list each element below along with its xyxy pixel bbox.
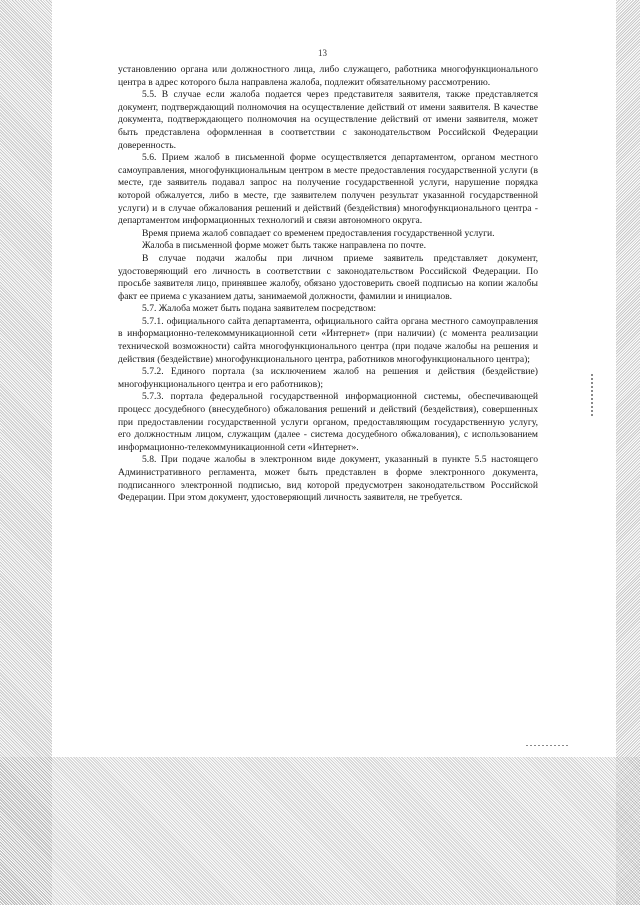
signature-line — [526, 745, 570, 746]
scan-border-bottom — [0, 757, 640, 905]
paragraph: 5.7.2. Единого портала (за исключением жалоб на решения и действия (бездействие) многофункционального центра и его работников); — [118, 366, 538, 390]
paragraph: 5.8. При подаче жалобы в электронном виде документ, указанный в пункте 5.5 настоящего Административного регламента, может быть представлен в форме электронного документа, подписанного электронной подписью, вид которой предусмотрен законодательством Российской Федерации. При этом документ, удостоверяющий личность заявителя, не требуется. — [118, 454, 538, 504]
paragraph: 5.7.1. официального сайта департамента, официального сайта органа местного самоуправления в информационно-телекоммуникационной сети «Интернет» (при наличии) (с момента реализации технической возможности) сайта многофункционального центра (при подаче жалобы на решения и действия (бездействие) многофункционального центра, работников многофункционального центра); — [118, 315, 538, 365]
paragraph: 5.7. Жалоба может быть подана заявителем посредством: — [142, 303, 377, 315]
paragraph: Жалоба в письменной форме может быть также направлена по почте. — [142, 240, 427, 252]
paragraph: 5.5. В случае если жалоба подается через представителя заявителя, также представляется документ, подтверждающий полномочия на осуществление действий от имени заявителя. В качестве документа, подтверждающего полномочия на осуществление действий от имени заявителя, может быть представлена оформленная в соответствии с законодательством Российской Федерации доверенность. — [118, 89, 538, 151]
paragraph: Время приема жалоб совпадает со временем предоставления государственной услуги. — [142, 227, 495, 239]
paragraph: 5.6. Прием жалоб в письменной форме осуществляется департаментом, органом местного самоуправления, многофункциональным центром в месте предоставления государственной услуги (в месте, где заявитель подавал запрос на получение государственной услуги, нарушение порядка которой обжалуется, либо в месте, где заявителем получен результат указанной государственной услуги) и в случае обжалования решений и действий (бездействия) многофункционального центра - департаментом информационных технологий и связи автономного округа. — [118, 152, 538, 227]
paragraph: установлению органа или должностного лица, либо служащего, работника многофункционального центра в адрес которого была направлена жалоба, подлежит обязательному рассмотрению. — [118, 64, 538, 88]
paragraph: 5.7.3. портала федеральной государственной информационной системы, обеспечивающей процесс досудебного (внесудебного) обжалования решений и действий (бездействия), совершенных при предоставлении государственной услуги органом, предоставляющим государственную услугу, его должностным лицом, служащим (далее - система досудебного обжалования), с использованием информационно-телекоммуникационной сети «Интернет». — [118, 391, 538, 453]
paragraph: В случае подачи жалобы при личном приеме заявитель представляет документ, удостоверяющий его личность в соответствии с законодательством Российской Федерации. По просьбе заявителя лицо, принявшее жалобу, обязано удостоверить своей подписью на копии жалобы факт ее приема с указанием даты, занимаемой должности, фамилии и инициалов. — [118, 252, 538, 302]
document-body — [118, 64, 538, 505]
page-number: 13 — [318, 48, 327, 58]
margin-mark — [591, 372, 593, 416]
